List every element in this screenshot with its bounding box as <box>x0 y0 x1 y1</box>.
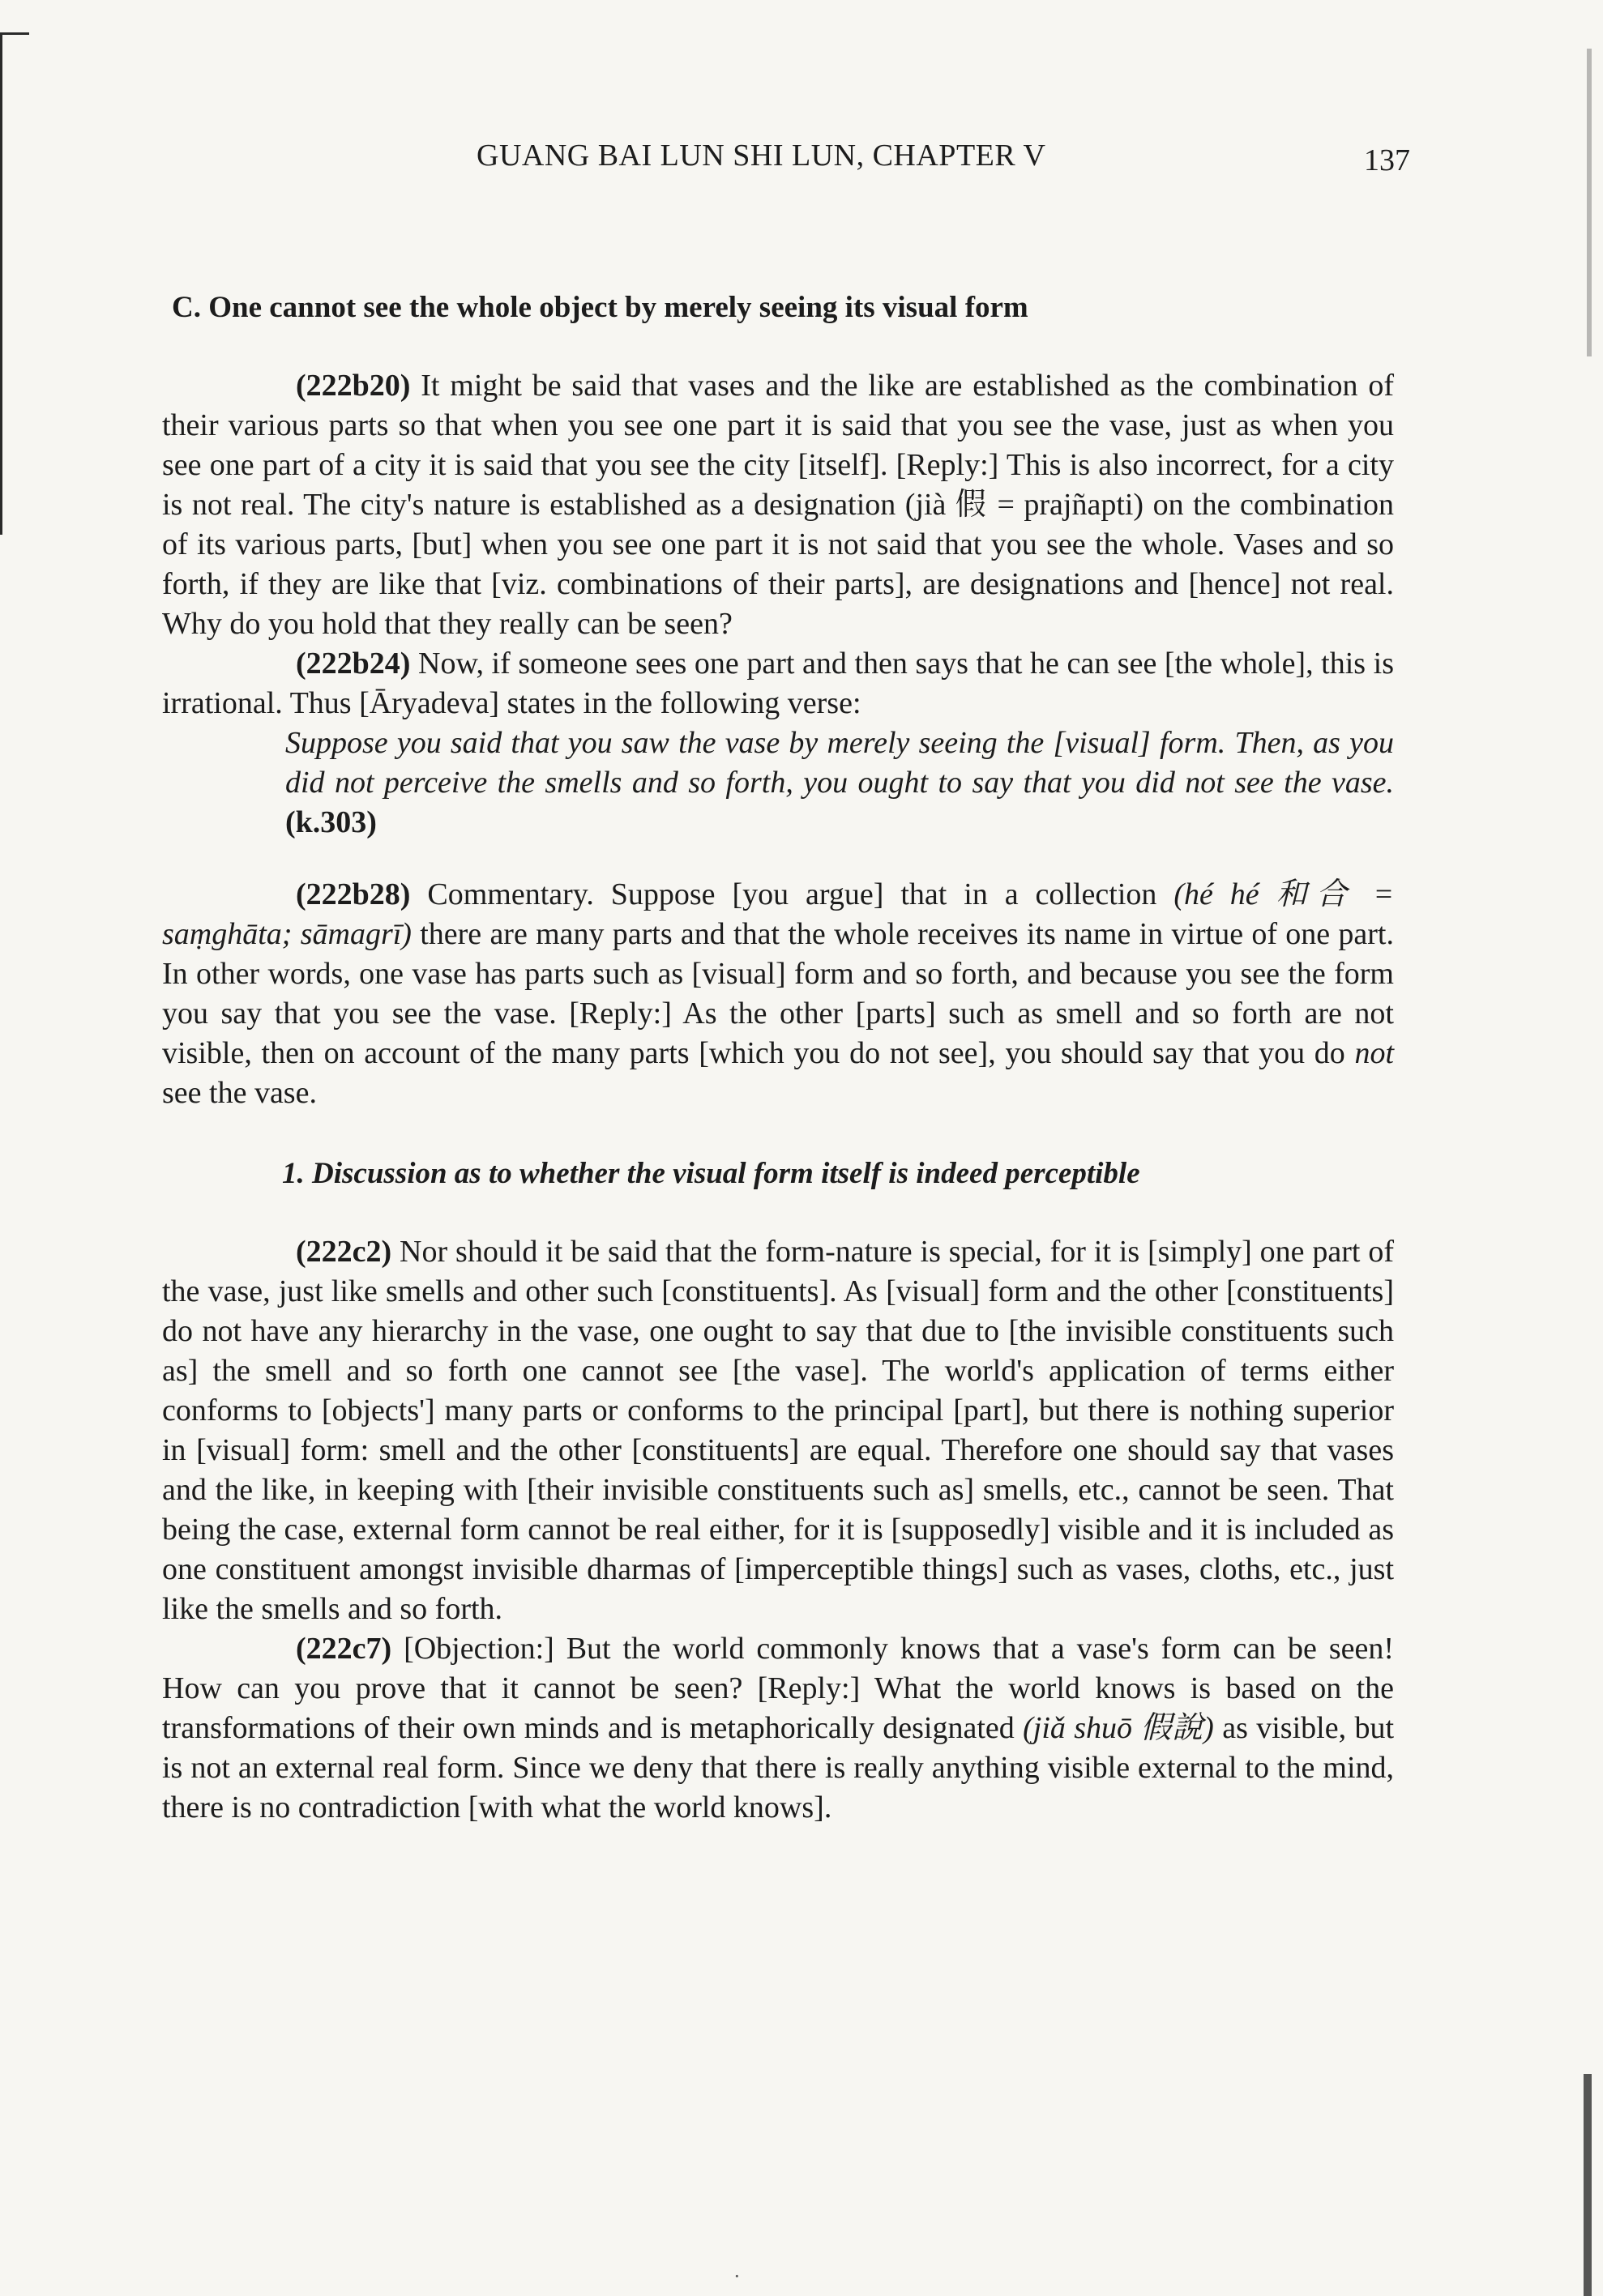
paragraph-text: Nor should it be said that the form-nature is special, for it is [simply] one part of the vase, just like smells and other such [constituents]. As [visual] form and the other [constituents] do not have any hierarchy in the vase, one ought to say that due to [the invisible constituents such as] the smell and so forth one cannot see [the vase]. The world's application of terms either conforms to [objects'] many parts or conforms to the principal [part], but there is nothing superior in [visual] form: smell and the other [constituents] are equal. Therefore one should say that vases and the like, in keeping with [their invisible constituents such as] smells, etc., cannot be seen. That being the case, external form cannot be real either, for it is [supposedly] visible and it is included as one constituent amongst invisible dharmas of [imperceptible things] such as vases, cloths, etc., just like the smells and so forth. <box>162 1235 1394 1626</box>
paragraph-text: see the vase. <box>162 1076 317 1110</box>
paragraph-reference: (222b28) <box>296 877 411 911</box>
verse-text: Suppose you said that you saw the vase by merely seeing the [visual] form. Then, as you did not perceive the smells and so forth, you ought to say that you did not see the vase. <box>285 726 1394 800</box>
paragraph-text: Commentary. Suppose [you argue] that in a collection <box>410 877 1174 911</box>
scan-edge <box>0 32 29 35</box>
section-heading: C. One cannot see the whole object by merely seeing its visual form <box>172 291 1028 324</box>
scan-speck: · <box>733 2264 741 2288</box>
paragraph-text: there are many parts and that the whole receives its name in virtue of one part. In other words, one vase has parts such as [visual] form and so forth, and because you see the form you say that you see the vase. [Reply:] As the other [parts] such as smell and so forth are not visible, then on account of the many parts [which you do not see], you should say that you do <box>162 917 1394 1070</box>
paragraph-reference: (222c2) <box>296 1235 392 1269</box>
term-gloss: (hé hé 和合 = saṃghāta; sāmagrī) <box>162 877 1395 951</box>
page-body <box>162 288 1394 1828</box>
spacer <box>162 843 1394 875</box>
paragraph-reference: (222c7) <box>296 1632 392 1666</box>
paragraph-reference: (222b24) <box>296 647 411 681</box>
paragraph <box>162 366 1394 644</box>
paragraph <box>162 875 1394 1113</box>
page-header <box>162 138 1410 186</box>
paragraph-text: It might be said that vases and the like are established as the combination of their various parts so that when you see one part it is said that you see the vase, just as when you see one part of a city it is said that you see the city [itself]. [Reply:] This is also incorrect, for a city is not real. The city's nature is established as a designation (jià 假 = prajñapti) on the combination of its various parts, [but] when you see one part it is not said that you see the whole. Vases and so forth, if they are like that [viz. combinations of their parts], are designations and [hence] not real. Why do you hold that they really can be seen? <box>162 369 1394 641</box>
running-head: GUANG BAI LUN SHI LUN, CHAPTER V <box>477 139 1046 173</box>
scan-edge <box>1584 2074 1592 2296</box>
scan-edge <box>0 32 2 535</box>
paragraph-text: Now, if someone sees one part and then says that he can see [the whole], this is irrational. Thus [Āryadeva] states in the following verse: <box>162 647 1394 720</box>
paragraph-reference: (222b20) <box>296 369 411 403</box>
term-gloss: (jiǎ shuō 假說) <box>1023 1711 1214 1745</box>
paragraph <box>162 1629 1394 1828</box>
page-number: 137 <box>1364 143 1410 177</box>
paragraph <box>162 1232 1394 1629</box>
paragraph <box>162 644 1394 723</box>
verse-reference: (k.303) <box>285 805 377 839</box>
paragraph-text: as visible, but is not an external real form. Since we deny that there is really anything visible external to the mind, there is no contradiction [with what the world knows]. <box>162 1711 1395 1824</box>
subsection-heading: 1. Discussion as to whether the visual form itself is indeed perceptible <box>282 1157 1140 1190</box>
verse-quote <box>285 723 1394 843</box>
paragraph-text: [Objection:] But the world commonly knows that a vase's form can be seen! How can you prove that it cannot be seen? [Reply:] What the world knows is based on the transformations of their own minds and is metaphorically designated <box>162 1632 1394 1745</box>
scan-edge <box>1587 49 1592 356</box>
emphasis: not <box>1354 1036 1394 1070</box>
